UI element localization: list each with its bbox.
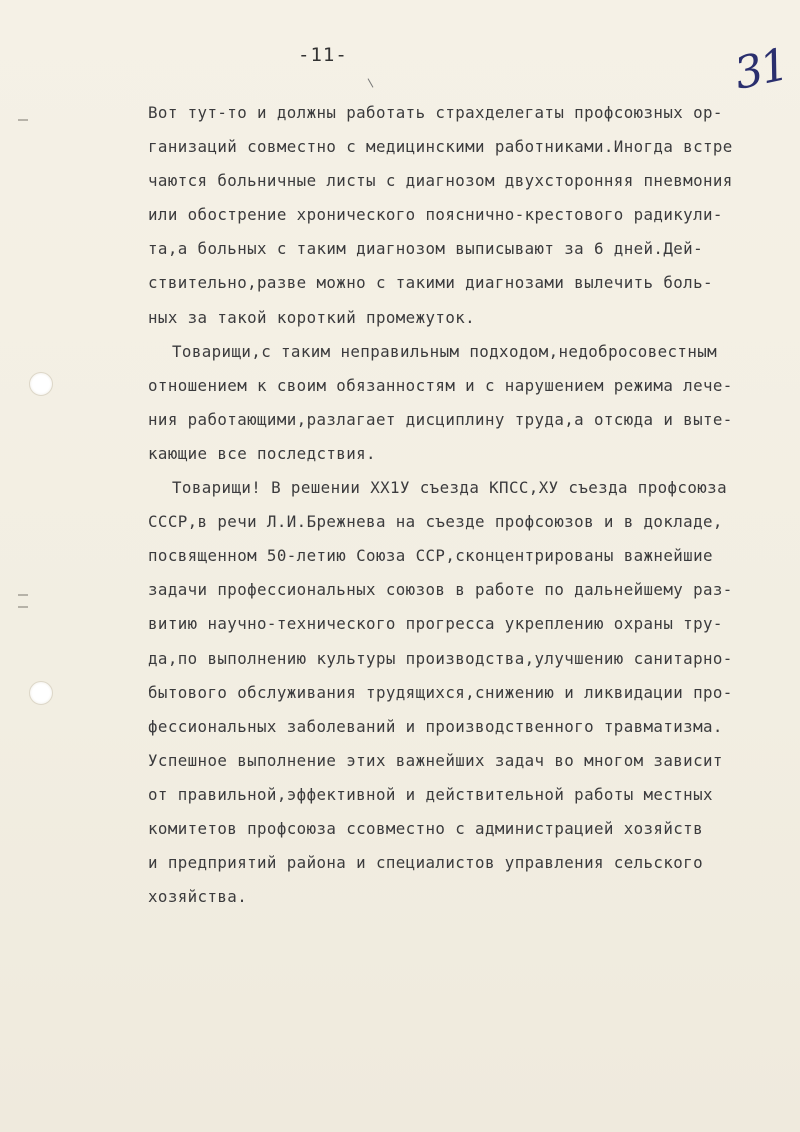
text-line: посвященном 50-летию Союза ССР,сконцентрированы важнейшие bbox=[148, 546, 713, 566]
typed-body-text bbox=[148, 96, 788, 914]
text-line: бытового обслуживания трудящихся,снижению и ликвидации про- bbox=[148, 682, 733, 702]
text-line: фессиональных заболеваний и производственного травматизма. bbox=[148, 716, 723, 736]
text-line: СССР,в речи Л.И.Брежнева на съезде профсоюзов и в докладе, bbox=[148, 512, 723, 532]
text-line: Товарищи,с таким неправильным подходом,недобросовестным bbox=[172, 341, 718, 361]
stray-pen-mark bbox=[368, 78, 374, 87]
text-line: от правильной,эффективной и действительной работы местных bbox=[148, 784, 713, 804]
punch-hole bbox=[29, 372, 53, 396]
paragraph-2 bbox=[148, 335, 788, 471]
text-line: ния работающими,разлагает дисциплину труда,а отсюда и выте- bbox=[148, 409, 733, 429]
margin-mark bbox=[18, 606, 28, 608]
text-line: Вот тут-то и должны работать страхделегаты профсоюзных ор- bbox=[148, 103, 723, 122]
text-line: ствительно,разве можно с такими диагнозами вылечить боль- bbox=[148, 273, 713, 293]
text-line: и предприятий района и специалистов управления сельского bbox=[148, 853, 703, 873]
text-line: витию научно-технического прогресса укреплению охраны тру- bbox=[148, 614, 723, 634]
text-line: кающие все последствия. bbox=[148, 443, 376, 463]
text-line: да,по выполнению культуры производства,улучшению санитарно- bbox=[148, 648, 733, 668]
margin-mark bbox=[18, 119, 28, 121]
handwritten-archive-number: 31 bbox=[730, 39, 792, 100]
margin-mark bbox=[18, 594, 28, 596]
text-line: чаются больничные листы с диагнозом двухсторонняя пневмония bbox=[148, 171, 733, 191]
text-line: Товарищи! В решении ХХ1У съезда КПСС,ХУ съезда профсоюза bbox=[172, 478, 727, 498]
text-line: отношением к своим обязанностям и с нарушением режима лече- bbox=[148, 375, 733, 395]
paragraph-1 bbox=[148, 96, 788, 335]
text-line: ных за такой короткий промежуток. bbox=[148, 307, 476, 327]
text-line: задачи профессиональных союзов в работе по дальнейшему раз- bbox=[148, 580, 733, 600]
paragraph-3 bbox=[148, 471, 788, 914]
text-line: хозяйства. bbox=[148, 887, 248, 907]
text-line: Успешное выполнение этих важнейших задач во многом зависит bbox=[148, 750, 723, 770]
text-line: та,а больных с таким диагнозом выписывают за 6 дней.Дей- bbox=[148, 239, 703, 259]
page-number: -11- bbox=[298, 44, 348, 66]
punch-hole bbox=[29, 681, 53, 705]
text-line: или обострение хронического пояснично-крестового радикули- bbox=[148, 205, 723, 225]
text-line: ганизаций совместно с медицинскими работниками.Иногда встре bbox=[148, 137, 733, 157]
text-line: комитетов профсоюза ссовместно с администрацией хозяйств bbox=[148, 818, 703, 838]
